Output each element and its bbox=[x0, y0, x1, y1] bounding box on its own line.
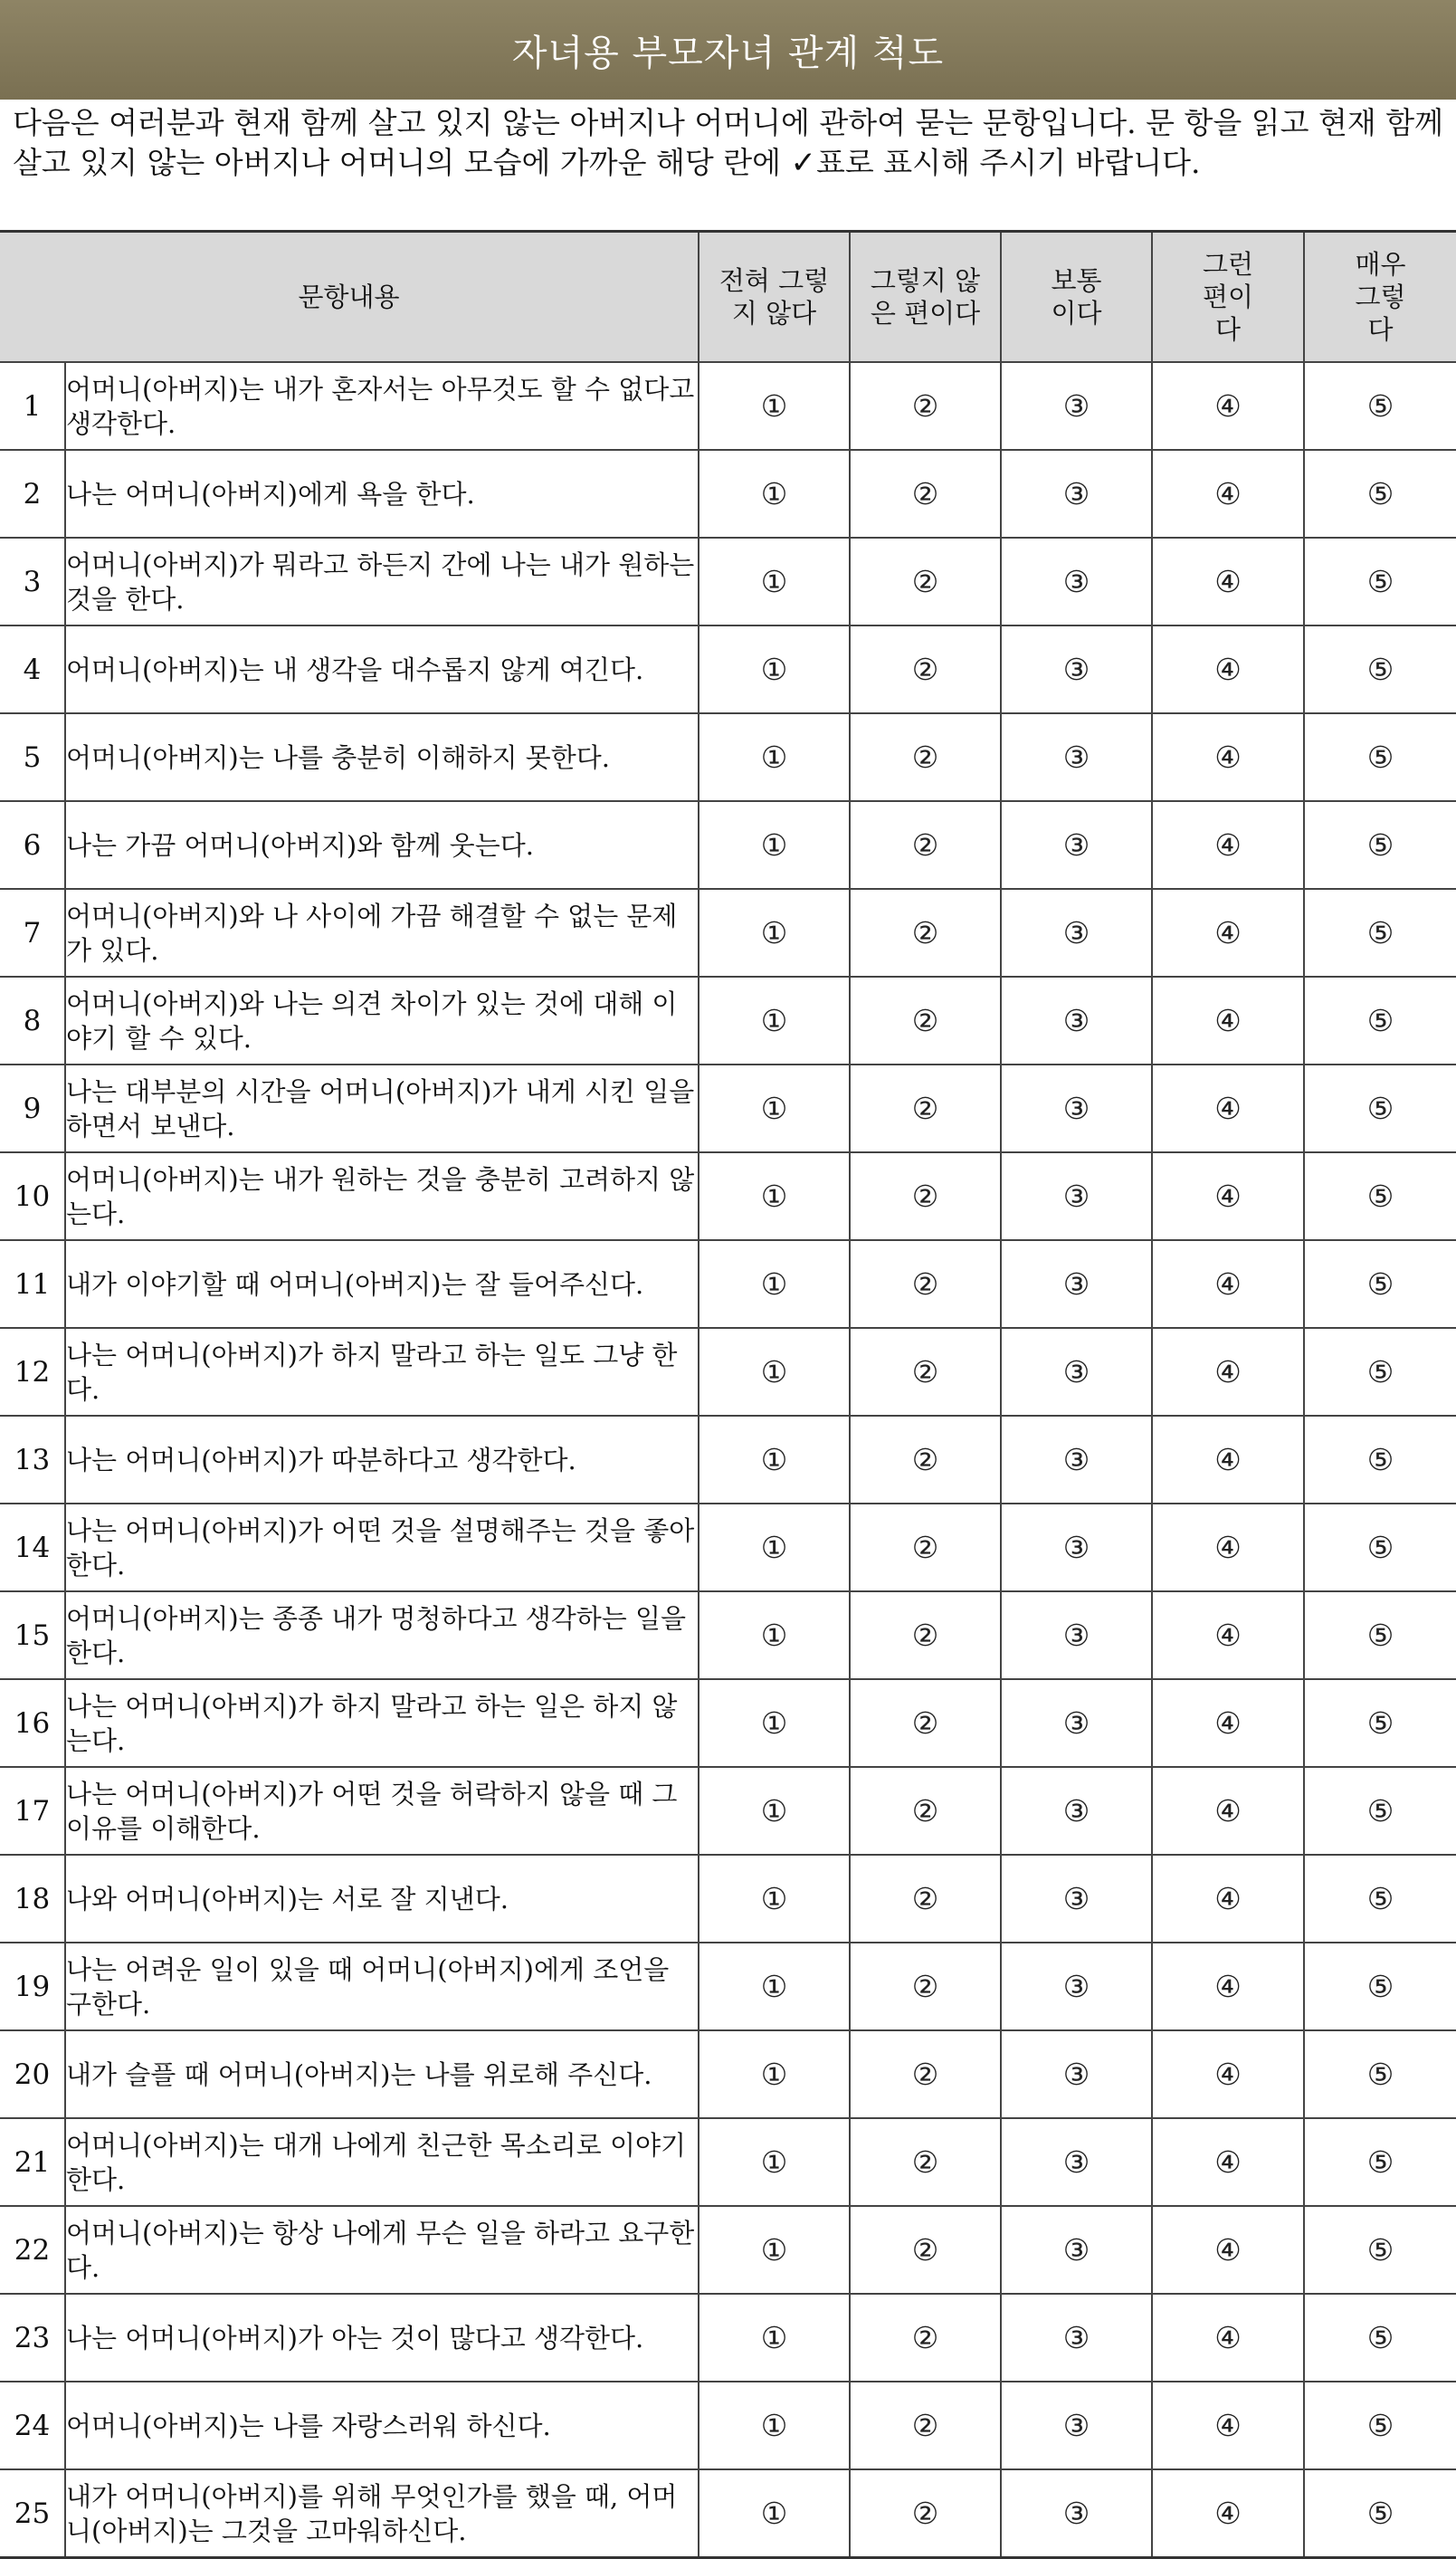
table-row bbox=[0, 889, 1456, 977]
response-option-3[interactable]: ③ bbox=[1001, 362, 1152, 450]
table-row bbox=[0, 625, 1456, 713]
response-option-1[interactable]: ① bbox=[699, 1240, 850, 1328]
item-number: 22 bbox=[0, 2206, 65, 2294]
response-option-5[interactable]: ⑤ bbox=[1304, 1240, 1456, 1328]
response-option-2[interactable]: ② bbox=[850, 801, 1001, 889]
item-text: 어머니(아버지)는 내가 원하는 것을 충분히 고려하지 않는다. bbox=[65, 1152, 699, 1240]
item-text: 내가 슬플 때 어머니(아버지)는 나를 위로해 주신다. bbox=[65, 2030, 699, 2118]
response-option-4[interactable]: ④ bbox=[1152, 1943, 1304, 2030]
response-option-2[interactable]: ② bbox=[850, 2118, 1001, 2206]
instructions-text-end: 표로 표시해 주시기 바랍니다. bbox=[815, 145, 1201, 180]
response-option-3[interactable]: ③ bbox=[1001, 1767, 1152, 1855]
option-header-3: 보통 이다 bbox=[1001, 232, 1152, 363]
response-option-5[interactable]: ⑤ bbox=[1304, 1591, 1456, 1679]
response-option-4[interactable]: ④ bbox=[1152, 1328, 1304, 1416]
table-row bbox=[0, 1152, 1456, 1240]
response-option-3[interactable]: ③ bbox=[1001, 2469, 1152, 2558]
form-title: 자녀용 부모자녀 관계 척도 bbox=[0, 0, 1456, 100]
item-number: 17 bbox=[0, 1767, 65, 1855]
response-option-1[interactable]: ① bbox=[699, 1065, 850, 1152]
response-option-4[interactable]: ④ bbox=[1152, 1504, 1304, 1591]
response-option-2[interactable]: ② bbox=[850, 2469, 1001, 2558]
response-option-2[interactable]: ② bbox=[850, 2206, 1001, 2294]
response-option-1[interactable]: ① bbox=[699, 2030, 850, 2118]
response-option-3[interactable]: ③ bbox=[1001, 1065, 1152, 1152]
response-option-2[interactable]: ② bbox=[850, 977, 1001, 1065]
item-text: 어머니(아버지)는 종종 내가 멍청하다고 생각하는 일을 한다. bbox=[65, 1591, 699, 1679]
response-option-2[interactable]: ② bbox=[850, 362, 1001, 450]
response-option-4[interactable]: ④ bbox=[1152, 1416, 1304, 1504]
item-text: 나는 어머니(아버지)가 어떤 것을 허락하지 않을 때 그 이유를 이해한다. bbox=[65, 1767, 699, 1855]
response-option-2[interactable]: ② bbox=[850, 450, 1001, 538]
response-option-3[interactable]: ③ bbox=[1001, 1679, 1152, 1767]
table-row bbox=[0, 538, 1456, 625]
table-row bbox=[0, 2030, 1456, 2118]
response-option-4[interactable]: ④ bbox=[1152, 1679, 1304, 1767]
option-header-5: 매우 그렇다 bbox=[1304, 232, 1456, 363]
response-option-5[interactable]: ⑤ bbox=[1304, 1943, 1456, 2030]
response-option-4[interactable]: ④ bbox=[1152, 1065, 1304, 1152]
table-row bbox=[0, 1767, 1456, 1855]
response-option-4[interactable]: ④ bbox=[1152, 450, 1304, 538]
response-option-5[interactable]: ⑤ bbox=[1304, 889, 1456, 977]
table-row bbox=[0, 2118, 1456, 2206]
response-option-4[interactable]: ④ bbox=[1152, 362, 1304, 450]
table-row bbox=[0, 2294, 1456, 2382]
response-option-4[interactable]: ④ bbox=[1152, 538, 1304, 625]
response-option-1[interactable]: ① bbox=[699, 450, 850, 538]
table-row bbox=[0, 1591, 1456, 1679]
response-option-1[interactable]: ① bbox=[699, 1943, 850, 2030]
response-option-3[interactable]: ③ bbox=[1001, 977, 1152, 1065]
option-header-2: 그렇지 않은 편이다 bbox=[850, 232, 1001, 363]
response-option-3[interactable]: ③ bbox=[1001, 1240, 1152, 1328]
response-option-4[interactable]: ④ bbox=[1152, 1152, 1304, 1240]
response-option-5[interactable]: ⑤ bbox=[1304, 1679, 1456, 1767]
table-row bbox=[0, 713, 1456, 801]
response-option-3[interactable]: ③ bbox=[1001, 625, 1152, 713]
item-number: 3 bbox=[0, 538, 65, 625]
item-number: 5 bbox=[0, 713, 65, 801]
table-row bbox=[0, 1065, 1456, 1152]
table-row bbox=[0, 450, 1456, 538]
response-option-1[interactable]: ① bbox=[699, 889, 850, 977]
response-option-5[interactable]: ⑤ bbox=[1304, 1416, 1456, 1504]
item-text: 나는 가끔 어머니(아버지)와 함께 웃는다. bbox=[65, 801, 699, 889]
item-text: 나는 어머니(아버지)가 아는 것이 많다고 생각한다. bbox=[65, 2294, 699, 2382]
response-option-1[interactable]: ① bbox=[699, 1328, 850, 1416]
response-option-1[interactable]: ① bbox=[699, 2469, 850, 2558]
item-number: 8 bbox=[0, 977, 65, 1065]
response-option-5[interactable]: ⑤ bbox=[1304, 450, 1456, 538]
response-option-4[interactable]: ④ bbox=[1152, 2469, 1304, 2558]
response-option-4[interactable]: ④ bbox=[1152, 977, 1304, 1065]
response-option-5[interactable]: ⑤ bbox=[1304, 1767, 1456, 1855]
item-number: 10 bbox=[0, 1152, 65, 1240]
response-option-1[interactable]: ① bbox=[699, 2206, 850, 2294]
response-option-2[interactable]: ② bbox=[850, 625, 1001, 713]
response-option-1[interactable]: ① bbox=[699, 1767, 850, 1855]
item-text: 나는 어머니(아버지)가 하지 말라고 하는 일은 하지 않는다. bbox=[65, 1679, 699, 1767]
response-option-5[interactable]: ⑤ bbox=[1304, 2206, 1456, 2294]
response-option-1[interactable]: ① bbox=[699, 2382, 850, 2469]
response-option-3[interactable]: ③ bbox=[1001, 1328, 1152, 1416]
response-option-3[interactable]: ③ bbox=[1001, 2030, 1152, 2118]
response-option-3[interactable]: ③ bbox=[1001, 2118, 1152, 2206]
table-row bbox=[0, 1240, 1456, 1328]
response-option-3[interactable]: ③ bbox=[1001, 1416, 1152, 1504]
response-option-2[interactable]: ② bbox=[850, 1679, 1001, 1767]
response-option-3[interactable]: ③ bbox=[1001, 801, 1152, 889]
item-text: 어머니(아버지)는 내 생각을 대수롭지 않게 여긴다. bbox=[65, 625, 699, 713]
table-row bbox=[0, 1328, 1456, 1416]
table-row bbox=[0, 2206, 1456, 2294]
response-option-3[interactable]: ③ bbox=[1001, 1855, 1152, 1943]
response-option-1[interactable]: ① bbox=[699, 713, 850, 801]
item-text: 어머니(아버지)는 대개 나에게 친근한 목소리로 이야기 한다. bbox=[65, 2118, 699, 2206]
item-number: 1 bbox=[0, 362, 65, 450]
response-option-2[interactable]: ② bbox=[850, 1065, 1001, 1152]
response-option-5[interactable]: ⑤ bbox=[1304, 2382, 1456, 2469]
response-option-3[interactable]: ③ bbox=[1001, 713, 1152, 801]
response-option-4[interactable]: ④ bbox=[1152, 2294, 1304, 2382]
item-number: 13 bbox=[0, 1416, 65, 1504]
header-row bbox=[0, 232, 1456, 363]
response-option-1[interactable]: ① bbox=[699, 801, 850, 889]
response-option-1[interactable]: ① bbox=[699, 1416, 850, 1504]
item-text: 내가 이야기할 때 어머니(아버지)는 잘 들어주신다. bbox=[65, 1240, 699, 1328]
response-option-1[interactable]: ① bbox=[699, 538, 850, 625]
item-text: 어머니(아버지)는 나를 충분히 이해하지 못한다. bbox=[65, 713, 699, 801]
item-number: 19 bbox=[0, 1943, 65, 2030]
instructions bbox=[13, 103, 1447, 183]
response-option-2[interactable]: ② bbox=[850, 889, 1001, 977]
response-option-3[interactable]: ③ bbox=[1001, 2206, 1152, 2294]
item-text: 나는 대부분의 시간을 어머니(아버지)가 내게 시킨 일을 하면서 보낸다. bbox=[65, 1065, 699, 1152]
response-option-2[interactable]: ② bbox=[850, 1152, 1001, 1240]
item-number: 24 bbox=[0, 2382, 65, 2469]
response-option-5[interactable]: ⑤ bbox=[1304, 1504, 1456, 1591]
item-number: 6 bbox=[0, 801, 65, 889]
item-number: 25 bbox=[0, 2469, 65, 2558]
table-row bbox=[0, 1416, 1456, 1504]
table-row bbox=[0, 801, 1456, 889]
response-option-4[interactable]: ④ bbox=[1152, 1855, 1304, 1943]
item-text: 어머니(아버지)는 항상 나에게 무슨 일을 하라고 요구한다. bbox=[65, 2206, 699, 2294]
response-option-2[interactable]: ② bbox=[850, 2294, 1001, 2382]
item-text: 나는 어머니(아버지)에게 욕을 한다. bbox=[65, 450, 699, 538]
item-text: 어머니(아버지)가 뭐라고 하든지 간에 나는 내가 원하는 것을 한다. bbox=[65, 538, 699, 625]
table-row bbox=[0, 1943, 1456, 2030]
response-option-3[interactable]: ③ bbox=[1001, 1504, 1152, 1591]
check-mark-icon: ✓ bbox=[790, 145, 816, 181]
response-option-5[interactable]: ⑤ bbox=[1304, 625, 1456, 713]
response-option-1[interactable]: ① bbox=[699, 625, 850, 713]
item-text: 나는 어려운 일이 있을 때 어머니(아버지)에게 조언을 구한다. bbox=[65, 1943, 699, 2030]
response-option-1[interactable]: ① bbox=[699, 1855, 850, 1943]
item-number: 18 bbox=[0, 1855, 65, 1943]
response-option-2[interactable]: ② bbox=[850, 1943, 1001, 2030]
response-option-2[interactable]: ② bbox=[850, 1855, 1001, 1943]
response-option-2[interactable]: ② bbox=[850, 538, 1001, 625]
response-option-3[interactable]: ③ bbox=[1001, 450, 1152, 538]
response-option-1[interactable]: ① bbox=[699, 1152, 850, 1240]
response-option-4[interactable]: ④ bbox=[1152, 2206, 1304, 2294]
response-option-5[interactable]: ⑤ bbox=[1304, 1065, 1456, 1152]
item-text: 나와 어머니(아버지)는 서로 잘 지낸다. bbox=[65, 1855, 699, 1943]
response-option-2[interactable]: ② bbox=[850, 1328, 1001, 1416]
item-text: 어머니(아버지)는 나를 자랑스러워 하신다. bbox=[65, 2382, 699, 2469]
item-number: 7 bbox=[0, 889, 65, 977]
response-option-4[interactable]: ④ bbox=[1152, 2382, 1304, 2469]
item-number: 2 bbox=[0, 450, 65, 538]
item-text: 어머니(아버지)는 내가 혼자서는 아무것도 할 수 없다고 생각한다. bbox=[65, 362, 699, 450]
response-option-5[interactable]: ⑤ bbox=[1304, 2030, 1456, 2118]
item-number: 23 bbox=[0, 2294, 65, 2382]
item-content-header: 문항내용 bbox=[0, 232, 699, 363]
item-text: 내가 어머니(아버지)를 위해 무엇인가를 했을 때, 어머니(아버지)는 그것을 고마워하신다. bbox=[65, 2469, 699, 2558]
response-option-5[interactable]: ⑤ bbox=[1304, 2118, 1456, 2206]
response-option-2[interactable]: ② bbox=[850, 1767, 1001, 1855]
response-option-1[interactable]: ① bbox=[699, 362, 850, 450]
item-number: 11 bbox=[0, 1240, 65, 1328]
item-number: 12 bbox=[0, 1328, 65, 1416]
response-option-2[interactable]: ② bbox=[850, 1240, 1001, 1328]
response-option-3[interactable]: ③ bbox=[1001, 1943, 1152, 2030]
response-option-1[interactable]: ① bbox=[699, 1504, 850, 1591]
item-text: 어머니(아버지)와 나는 의견 차이가 있는 것에 대해 이야기 할 수 있다. bbox=[65, 977, 699, 1065]
response-option-4[interactable]: ④ bbox=[1152, 889, 1304, 977]
response-option-4[interactable]: ④ bbox=[1152, 713, 1304, 801]
option-header-4: 그런 편이다 bbox=[1152, 232, 1304, 363]
response-option-5[interactable]: ⑤ bbox=[1304, 2294, 1456, 2382]
response-option-3[interactable]: ③ bbox=[1001, 1591, 1152, 1679]
item-text: 나는 어머니(아버지)가 어떤 것을 설명해주는 것을 좋아한다. bbox=[65, 1504, 699, 1591]
response-option-4[interactable]: ④ bbox=[1152, 2030, 1304, 2118]
table-row bbox=[0, 362, 1456, 450]
response-option-2[interactable]: ② bbox=[850, 713, 1001, 801]
response-option-2[interactable]: ② bbox=[850, 1504, 1001, 1591]
response-option-5[interactable]: ⑤ bbox=[1304, 1152, 1456, 1240]
response-option-4[interactable]: ④ bbox=[1152, 1240, 1304, 1328]
item-text: 나는 어머니(아버지)가 하지 말라고 하는 일도 그냥 한다. bbox=[65, 1328, 699, 1416]
response-option-2[interactable]: ② bbox=[850, 1416, 1001, 1504]
response-option-2[interactable]: ② bbox=[850, 2382, 1001, 2469]
response-option-4[interactable]: ④ bbox=[1152, 2118, 1304, 2206]
response-option-3[interactable]: ③ bbox=[1001, 2382, 1152, 2469]
response-option-3[interactable]: ③ bbox=[1001, 538, 1152, 625]
item-text: 나는 어머니(아버지)가 따분하다고 생각한다. bbox=[65, 1416, 699, 1504]
response-option-5[interactable]: ⑤ bbox=[1304, 1855, 1456, 1943]
instructions-text: 다음은 여러분과 현재 함께 살고 있지 않는 아버지나 어머니에 관하여 묻는 문항입니다. 문 항을 읽고 현재 함께 살고 있지 않는 아버지나 어머니의 모습에 가까운 해당 란에 bbox=[13, 105, 1443, 180]
response-option-1[interactable]: ① bbox=[699, 2118, 850, 2206]
response-option-5[interactable]: ⑤ bbox=[1304, 2469, 1456, 2558]
response-option-2[interactable]: ② bbox=[850, 2030, 1001, 2118]
item-text: 어머니(아버지)와 나 사이에 가끔 해결할 수 없는 문제가 있다. bbox=[65, 889, 699, 977]
response-option-1[interactable]: ① bbox=[699, 977, 850, 1065]
item-number: 21 bbox=[0, 2118, 65, 2206]
response-option-1[interactable]: ① bbox=[699, 2294, 850, 2382]
table-row bbox=[0, 2469, 1456, 2558]
item-number: 4 bbox=[0, 625, 65, 713]
item-number: 15 bbox=[0, 1591, 65, 1679]
table-row bbox=[0, 1855, 1456, 1943]
table-row bbox=[0, 1504, 1456, 1591]
option-header-1: 전혀 그렇지 않다 bbox=[699, 232, 850, 363]
response-option-2[interactable]: ② bbox=[850, 1591, 1001, 1679]
response-option-3[interactable]: ③ bbox=[1001, 1152, 1152, 1240]
response-option-4[interactable]: ④ bbox=[1152, 1767, 1304, 1855]
item-number: 20 bbox=[0, 2030, 65, 2118]
response-option-5[interactable]: ⑤ bbox=[1304, 801, 1456, 889]
response-option-4[interactable]: ④ bbox=[1152, 1591, 1304, 1679]
response-option-5[interactable]: ⑤ bbox=[1304, 1328, 1456, 1416]
item-number: 14 bbox=[0, 1504, 65, 1591]
item-number: 9 bbox=[0, 1065, 65, 1152]
response-option-5[interactable]: ⑤ bbox=[1304, 713, 1456, 801]
response-option-4[interactable]: ④ bbox=[1152, 801, 1304, 889]
table-row bbox=[0, 977, 1456, 1065]
response-option-5[interactable]: ⑤ bbox=[1304, 538, 1456, 625]
response-option-1[interactable]: ① bbox=[699, 1679, 850, 1767]
item-number: 16 bbox=[0, 1679, 65, 1767]
scale-table bbox=[0, 230, 1456, 2559]
response-option-5[interactable]: ⑤ bbox=[1304, 977, 1456, 1065]
response-option-1[interactable]: ① bbox=[699, 1591, 850, 1679]
response-option-5[interactable]: ⑤ bbox=[1304, 362, 1456, 450]
response-option-3[interactable]: ③ bbox=[1001, 889, 1152, 977]
response-option-3[interactable]: ③ bbox=[1001, 2294, 1152, 2382]
table-row bbox=[0, 1679, 1456, 1767]
response-option-4[interactable]: ④ bbox=[1152, 625, 1304, 713]
table-row bbox=[0, 2382, 1456, 2469]
